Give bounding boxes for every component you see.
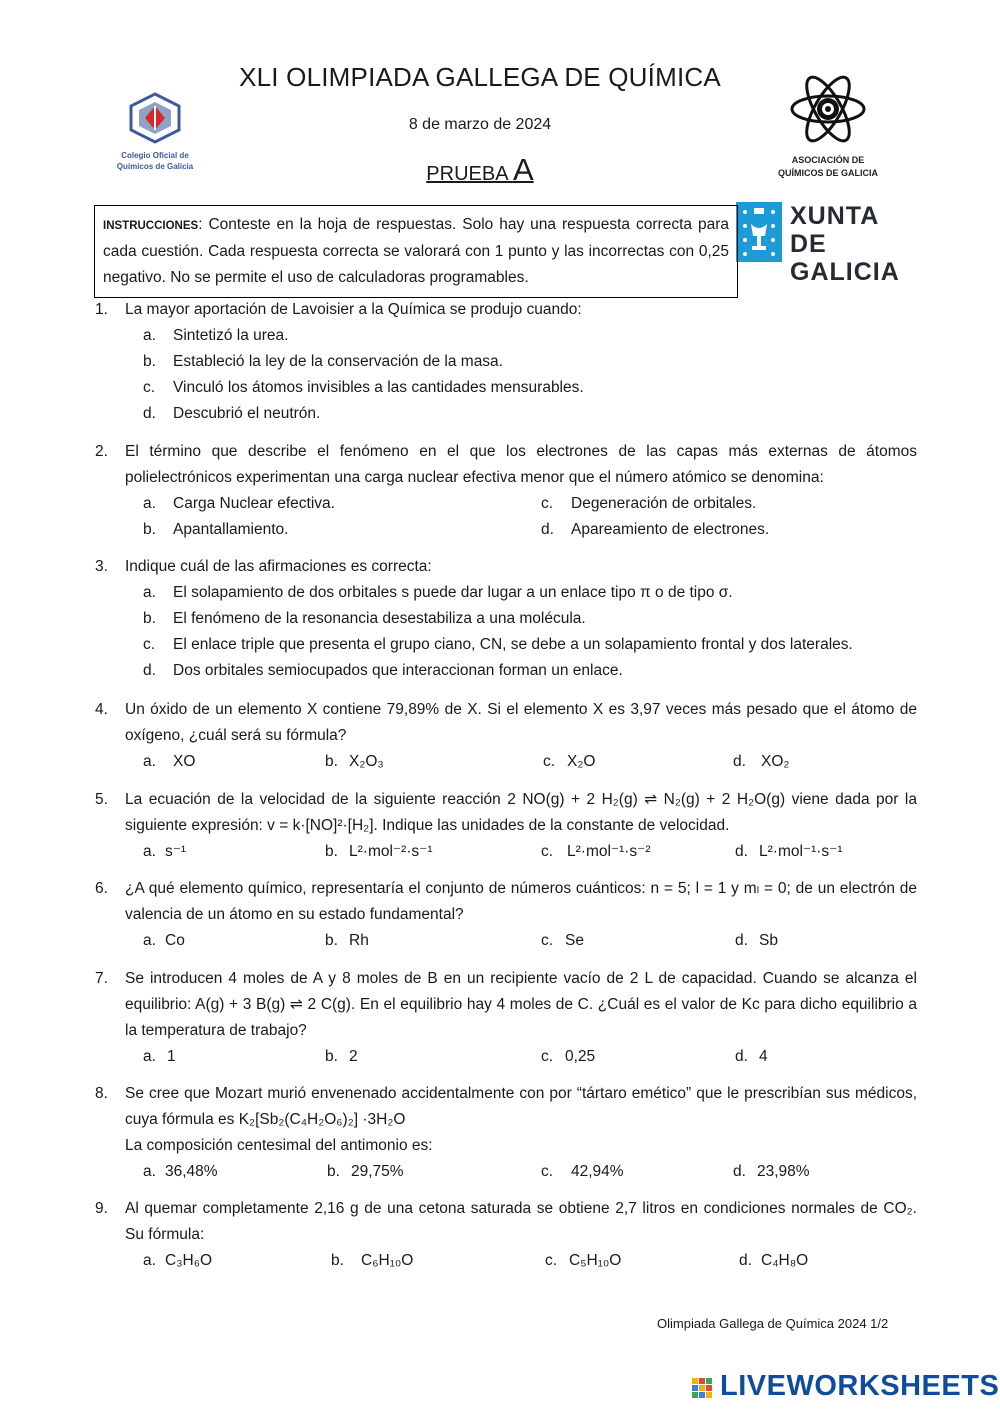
question-7 xyxy=(95,966,917,1070)
question-number: 7. xyxy=(95,970,108,987)
question-number: 8. xyxy=(95,1085,108,1102)
asociacion-name-line2: QUÍMICOS DE GALICIA xyxy=(777,168,878,178)
option-b xyxy=(143,606,917,632)
option-text: Apareamiento de electrones. xyxy=(571,521,770,538)
options-list xyxy=(143,749,917,775)
option-text: 36,48% xyxy=(165,1163,218,1180)
option-text: Sb xyxy=(759,932,778,949)
option-letter: c. xyxy=(545,1252,558,1269)
option-text: C₅H₁₀O xyxy=(569,1252,622,1269)
option-text: L²·mol⁻¹·s⁻¹ xyxy=(759,843,843,860)
options-list xyxy=(143,323,917,427)
option-letter: a. xyxy=(143,932,156,949)
option-letter: a. xyxy=(143,1048,156,1065)
option-c xyxy=(541,1044,553,1070)
option-letter: d. xyxy=(735,843,748,860)
option-d xyxy=(735,839,748,865)
option-text: El fenómeno de la resonancia desestabiliza a una molécula. xyxy=(173,610,586,627)
question-text: Un óxido de un elemento X contiene 79,89% de X. Si el elemento X es 3,97 veces más pesado que el átomo de oxígeno, ¿cuál será su fórmula? xyxy=(125,701,917,744)
option-text: C₄H₈O xyxy=(761,1252,809,1269)
option-letter: b. xyxy=(143,610,156,627)
option-c xyxy=(541,928,553,954)
option-b xyxy=(325,839,338,865)
option-letter: b. xyxy=(143,353,156,370)
question-number: 9. xyxy=(95,1200,108,1217)
option-letter: b. xyxy=(325,753,338,770)
option-letter: a. xyxy=(143,753,156,770)
option-c xyxy=(143,375,917,401)
option-c xyxy=(541,491,553,517)
option-a xyxy=(143,1159,156,1185)
option-letter: b. xyxy=(325,1048,338,1065)
option-text: Descubrió el neutrón. xyxy=(173,405,321,422)
option-text: 29,75% xyxy=(351,1163,404,1180)
liveworksheets-wordmark: LIVEWORKSHEETS xyxy=(720,1370,1000,1402)
option-letter: c. xyxy=(541,1048,554,1065)
page-footer: Olimpiada Gallega de Química 2024 1/2 xyxy=(657,1316,889,1331)
question-number: 5. xyxy=(95,791,108,808)
option-text: s⁻¹ xyxy=(165,843,187,860)
liveworksheets-blocks-icon xyxy=(692,1378,718,1400)
option-letter: c. xyxy=(541,843,554,860)
option-text: Estableció la ley de la conservación de la masa. xyxy=(173,353,503,370)
option-d xyxy=(735,1044,748,1070)
option-letter: a. xyxy=(143,843,156,860)
question-5 xyxy=(95,787,917,865)
option-b xyxy=(325,1044,338,1070)
question-2 xyxy=(95,439,917,543)
option-letter: c. xyxy=(541,932,554,949)
option-text: L²·mol⁻¹·s⁻² xyxy=(567,843,651,860)
option-text: C₆H₁₀O xyxy=(361,1252,414,1269)
question-number: 3. xyxy=(95,558,108,575)
instructions-label: INSTRUCCIONES xyxy=(103,220,199,232)
option-letter: d. xyxy=(733,753,746,770)
liveworksheets-watermark xyxy=(692,1370,1000,1406)
option-d xyxy=(143,401,917,427)
xunta-wordmark-line2: DE GALICIA xyxy=(790,230,900,286)
option-text: 1 xyxy=(167,1048,176,1065)
option-text: 2 xyxy=(349,1048,358,1065)
question-9 xyxy=(95,1196,917,1274)
question-8 xyxy=(95,1081,917,1185)
question-text: La mayor aportación de Lavoisier a la Química se produjo cuando: xyxy=(125,301,582,318)
option-text: 42,94% xyxy=(571,1163,624,1180)
prueba-letter: A xyxy=(513,152,534,187)
question-3 xyxy=(95,554,917,684)
xunta-wordmark-line1: XUNTA xyxy=(790,202,880,230)
option-b xyxy=(331,1248,344,1274)
instructions-box xyxy=(94,205,738,298)
option-text: Dos orbitales semiocupados que interaccionan forman un enlace. xyxy=(173,662,623,679)
option-text: X₂O₃ xyxy=(349,753,384,770)
option-letter: b. xyxy=(331,1252,344,1269)
option-b xyxy=(325,928,338,954)
question-6 xyxy=(95,876,917,954)
option-letter: a. xyxy=(143,1163,156,1180)
question-number: 6. xyxy=(95,880,108,897)
option-letter: d. xyxy=(541,521,554,538)
option-text: XO₂ xyxy=(761,753,790,770)
colegio-quimicos-logo xyxy=(100,92,210,171)
option-text: C₃H₆O xyxy=(165,1252,213,1269)
option-letter: c. xyxy=(143,379,156,396)
option-c xyxy=(545,1248,557,1274)
exam-date: 8 de marzo de 2024 xyxy=(408,116,552,133)
question-1 xyxy=(95,297,917,427)
instructions-text: : Conteste en la hoja de respuestas. Solo hay una respuesta correcta para cada cuestión. Cada respuesta correcta se valorará con 1 punto y las incorrectas con 0,25 negativo. No se permite el uso de calculadoras programables. xyxy=(103,216,729,286)
option-d xyxy=(739,1248,752,1274)
option-text: 23,98% xyxy=(757,1163,810,1180)
asociacion-quimicos-logo xyxy=(770,70,886,179)
option-letter: c. xyxy=(541,495,554,512)
xunta-wordmark xyxy=(790,202,936,286)
option-a xyxy=(143,1044,156,1070)
question-text: Al quemar completamente 2,16 g de una cetona saturada se obtiene 2,7 litros en condiciones normales de CO₂. Su fórmula: xyxy=(125,1200,917,1243)
option-letter: a. xyxy=(143,495,156,512)
options-list xyxy=(143,839,917,865)
xunta-shield-icon xyxy=(736,202,782,262)
colegio-cube-icon xyxy=(127,92,183,144)
option-a xyxy=(143,749,156,775)
option-letter: b. xyxy=(143,521,156,538)
question-4 xyxy=(95,697,917,775)
option-a xyxy=(143,839,156,865)
option-a xyxy=(143,580,917,606)
question-text: Se cree que Mozart murió envenenado accidentalmente con por “tártaro emético” que le prescribían sus médicos, cuya fórmula es K₂[Sb₂(C₄H₂O₆)₂] ·3H₂O xyxy=(125,1085,917,1128)
option-text: L²·mol⁻²·s⁻¹ xyxy=(349,843,433,860)
option-d xyxy=(735,928,748,954)
question-number: 1. xyxy=(95,301,108,318)
question-number: 2. xyxy=(95,443,108,460)
option-letter: b. xyxy=(325,843,338,860)
option-c xyxy=(143,632,917,658)
page-title: XLI OLIMPIADA GALLEGA DE QUÍMICA xyxy=(239,62,721,92)
prueba-label: PRUEBA xyxy=(426,163,508,185)
option-text: X₂O xyxy=(567,753,596,770)
option-text: El enlace triple que presenta el grupo ciano, CN, se debe a un solapamiento frontal y dos laterales. xyxy=(173,636,853,653)
colegio-name-line1: Colegio Oficial de xyxy=(121,151,189,160)
option-a xyxy=(143,1248,156,1274)
option-a xyxy=(143,491,156,517)
xunta-galicia-logo xyxy=(736,202,936,286)
option-text: Rh xyxy=(349,932,369,949)
option-letter: a. xyxy=(143,1252,156,1269)
option-letter: b. xyxy=(327,1163,340,1180)
option-a xyxy=(143,928,156,954)
option-a xyxy=(143,323,917,349)
option-text: El solapamiento de dos orbitales s puede dar lugar a un enlace tipo π o de tipo σ. xyxy=(173,584,733,601)
question-text: ¿A qué elemento químico, representaría el conjunto de números cuánticos: n = 5; l = 1 y mₗ = 0; de un electrón de valencia de un átomo en su estado fundamental? xyxy=(125,880,917,923)
option-text: 4 xyxy=(759,1048,768,1065)
option-text: Se xyxy=(565,932,584,949)
option-b xyxy=(327,1159,340,1185)
question-text: Se introducen 4 moles de A y 8 moles de B en un recipiente vacío de 2 L de capacidad. Cuando se alcanza el equilibrio: A(g) + 3 B(g) ⇌ 2 C(g). En el equilibrio hay 4 moles de C. ¿Cuál es el valor de Kc para dicho equilibrio a la temperatura de trabajo? xyxy=(125,970,917,1039)
option-d xyxy=(733,749,746,775)
options-list xyxy=(143,580,917,684)
option-letter: c. xyxy=(541,1163,554,1180)
option-letter: b. xyxy=(325,932,338,949)
options-list xyxy=(143,928,917,954)
option-letter: d. xyxy=(143,662,156,679)
question-text: Indique cuál de las afirmaciones es correcta: xyxy=(125,558,432,575)
option-d xyxy=(733,1159,746,1185)
option-c xyxy=(543,749,555,775)
colegio-name-line2: Químicos de Galicia xyxy=(116,162,194,171)
option-letter: c. xyxy=(543,753,556,770)
options-list xyxy=(143,1044,917,1070)
question-text: El término que describe el fenómeno en el que los electrones de las capas más externas de átomos polielectrónicos experimentan una carga nuclear efectiva menor que el número atómico se denomina: xyxy=(125,443,917,486)
option-text: Carga Nuclear efectiva. xyxy=(173,495,335,512)
options-list xyxy=(143,1248,917,1274)
option-text: 0,25 xyxy=(565,1048,596,1065)
option-text: XO xyxy=(173,753,196,770)
option-c xyxy=(541,1159,553,1185)
question-subtext: La composición centesimal del antimonio es: xyxy=(125,1137,433,1154)
option-text: Degeneración de orbitales. xyxy=(571,495,757,512)
option-letter: d. xyxy=(739,1252,752,1269)
option-letter: d. xyxy=(143,405,156,422)
option-text: Vinculó los átomos invisibles a las cantidades mensurables. xyxy=(173,379,584,396)
option-letter: c. xyxy=(143,636,156,653)
option-letter: a. xyxy=(143,327,156,344)
options-list xyxy=(143,491,917,543)
question-text: La ecuación de la velocidad de la siguiente reacción 2 NO(g) + 2 H₂(g) ⇌ N₂(g) + 2 H₂O(g) viene dada por la siguiente expresión: v = k·[NO]²·[H₂]. Indique las unidades de la constante de velocidad. xyxy=(125,791,917,834)
option-d xyxy=(541,517,554,543)
option-text: Sintetizó la urea. xyxy=(173,327,289,344)
question-number: 4. xyxy=(95,701,108,718)
option-b xyxy=(143,517,156,543)
atom-icon xyxy=(788,70,868,148)
option-letter: d. xyxy=(735,932,748,949)
option-c xyxy=(541,839,553,865)
option-letter: d. xyxy=(735,1048,748,1065)
option-text: Apantallamiento. xyxy=(173,521,289,538)
option-text: Co xyxy=(165,932,185,949)
option-d xyxy=(143,658,917,684)
option-b xyxy=(325,749,338,775)
option-b xyxy=(143,349,917,375)
option-letter: a. xyxy=(143,584,156,601)
asociacion-name-line1: ASOCIACIÓN DE xyxy=(791,155,865,165)
option-letter: d. xyxy=(733,1163,746,1180)
options-list xyxy=(143,1159,917,1185)
